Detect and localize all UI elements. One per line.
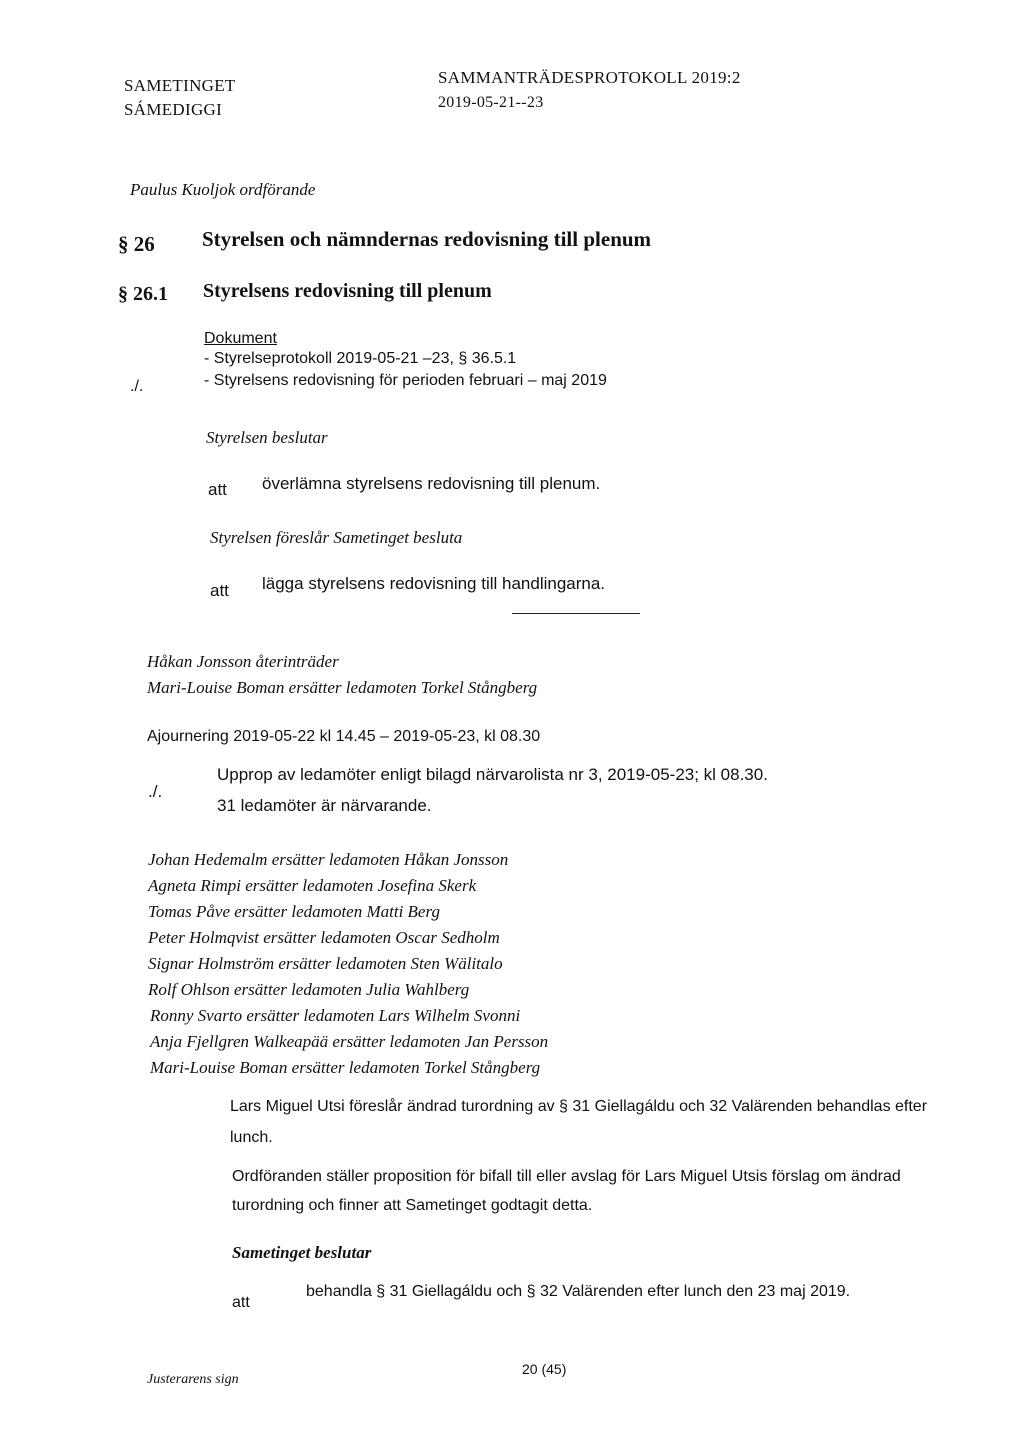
document-item: - Styrelsens redovisning för perioden februari – maj 2019 [204, 372, 607, 389]
board-decision-text: överlämna styrelsens redovisning till plenum. [262, 474, 601, 493]
section-26-title: Styrelsen och nämndernas redovisning till plenum [202, 227, 652, 251]
section-divider [512, 613, 640, 614]
substitute-line: Agneta Rimpi ersätter ledamoten Josefina Skerk [148, 876, 477, 895]
parliament-decision-text: behandla § 31 Giellagáldu och § 32 Valärenden efter lunch den 23 maj 2019. [306, 1283, 851, 1300]
chair-line: Paulus Kuoljok ordförande [130, 180, 316, 199]
page-number: 20 (45) [522, 1361, 567, 1377]
substitute-line: Mari-Louise Boman ersätter ledamoten Torkel Stångberg [150, 1058, 541, 1077]
board-proposal-heading: Styrelsen föreslår Sametinget besluta [210, 528, 463, 547]
att-label: att [208, 480, 227, 499]
proposition-line: turordning och finner att Sametinget godtagit detta. [232, 1197, 593, 1214]
att-label: att [232, 1294, 250, 1311]
substitute-line: Johan Hedemalm ersätter ledamoten Håkan Jonsson [148, 850, 509, 869]
signature-label: Justerarens sign [147, 1372, 239, 1387]
adjournment-line: Ajournering 2019-05-22 kl 14.45 – 2019-05-23, kl 08.30 [147, 728, 541, 745]
substitute-line: Tomas Påve ersätter ledamoten Matti Berg [148, 902, 440, 921]
board-proposal-text: lägga styrelsens redovisning till handlingarna. [262, 574, 606, 593]
proposal-line: lunch. [230, 1129, 273, 1146]
att-label: att [210, 581, 229, 600]
rollcall-count: 31 ledamöter är närvarande. [217, 796, 432, 815]
section-26-1-title: Styrelsens redovisning till plenum [203, 280, 492, 302]
parliament-decision-heading: Sametinget beslutar [232, 1243, 372, 1262]
substitute-line: Signar Holmström ersätter ledamoten Sten Wälitalo [148, 954, 503, 973]
attachment-mark: ./. [148, 782, 163, 801]
document-title: SAMMANTRÄDESPROTOKOLL 2019:2 [438, 68, 741, 87]
document-item: - Styrelseprotokoll 2019-05-21 –23, § 36.5.1 [204, 350, 517, 367]
org-name-swedish: SAMETINGET [124, 76, 236, 95]
rollcall-line: Upprop av ledamöter enligt bilagd närvarolista nr 3, 2019-05-23; kl 08.30. [217, 765, 768, 784]
documents-heading: Dokument [204, 330, 277, 347]
proposition-line: Ordföranden ställer proposition för bifall till eller avslag för Lars Miguel Utsis förslag om ändrad [232, 1168, 901, 1185]
section-26-1-mark: § 26.1 [118, 283, 168, 305]
board-decision-heading: Styrelsen beslutar [206, 428, 328, 447]
section-26-mark: § 26 [118, 232, 155, 256]
note-line: Mari-Louise Boman ersätter ledamoten Torkel Stångberg [147, 678, 538, 697]
attachment-mark: ./. [130, 378, 144, 395]
org-name-sami: SÁMEDIGGI [124, 100, 223, 119]
substitute-line: Peter Holmqvist ersätter ledamoten Oscar Sedholm [148, 928, 500, 947]
proposal-line: Lars Miguel Utsi föreslår ändrad turordning av § 31 Giellagáldu och 32 Valärenden behandlas efter [230, 1098, 928, 1115]
substitute-line: Rolf Ohlson ersätter ledamoten Julia Wahlberg [148, 980, 470, 999]
document-date: 2019-05-21--23 [438, 94, 544, 111]
note-line: Håkan Jonsson återinträder [147, 652, 339, 671]
substitute-line: Ronny Svarto ersätter ledamoten Lars Wilhelm Svonni [150, 1006, 521, 1025]
substitute-line: Anja Fjellgren Walkeapää ersätter ledamoten Jan Persson [150, 1032, 549, 1051]
